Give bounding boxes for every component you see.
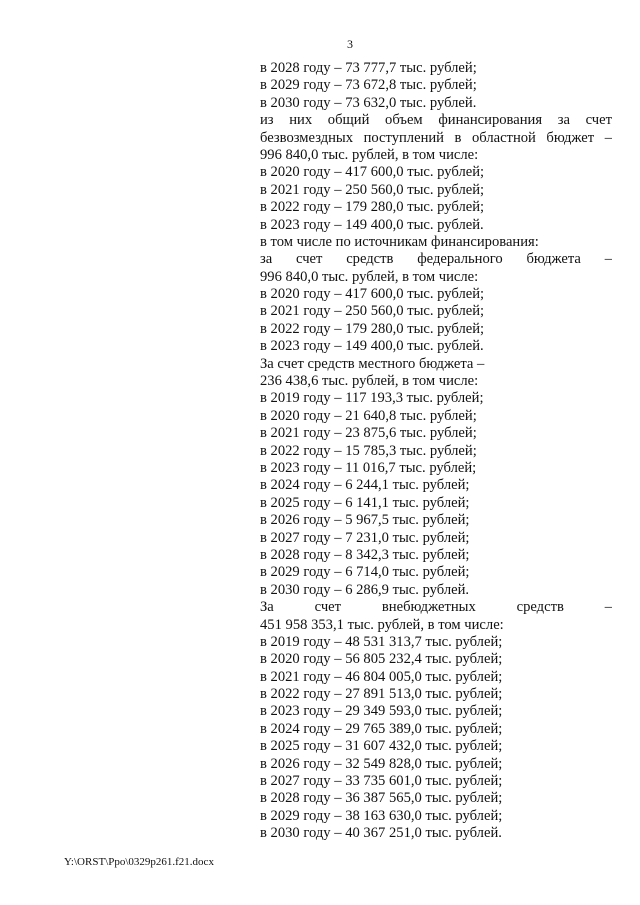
text-line: в 2030 году – 40 367 251,0 тыс. рублей. bbox=[260, 825, 502, 842]
text-line: в 2028 году – 36 387 565,0 тыс. рублей; bbox=[260, 790, 503, 807]
text-line: в 2024 году – 6 244,1 тыс. рублей; bbox=[260, 477, 470, 494]
footer-file-path: Y:\ORST\Ppo\0329p261.f21.docx bbox=[64, 856, 214, 868]
text-line: в 2022 году – 179 280,0 тыс. рублей; bbox=[260, 199, 485, 216]
text-line: в 2023 году – 149 400,0 тыс. рублей. bbox=[260, 338, 484, 355]
text-line: в 2023 году – 11 016,7 тыс. рублей; bbox=[260, 459, 477, 476]
text-line: в 2021 году – 46 804 005,0 тыс. рублей; bbox=[260, 668, 503, 685]
text-line: в 2024 году – 29 765 389,0 тыс. рублей; bbox=[260, 720, 503, 737]
text-line: в 2025 году – 6 141,1 тыс. рублей; bbox=[260, 494, 470, 511]
text-line: в 2026 году – 32 549 828,0 тыс. рублей; bbox=[260, 755, 503, 772]
text-line: в 2026 году – 5 967,5 тыс. рублей; bbox=[260, 512, 470, 529]
text-line: в 2029 году – 6 714,0 тыс. рублей; bbox=[260, 564, 470, 581]
text-line: 996 840,0 тыс. рублей, в том числе: bbox=[260, 268, 479, 285]
text-line: в 2020 году – 56 805 232,4 тыс. рублей; bbox=[260, 651, 503, 668]
text-line: в 2030 году – 6 286,9 тыс. рублей. bbox=[260, 581, 470, 598]
text-line: в 2028 году – 73 777,7 тыс. рублей; bbox=[260, 60, 477, 76]
text-line: безвозмездных поступлений в областной бюджет – bbox=[260, 129, 612, 146]
text-line: в 2020 году – 21 640,8 тыс. рублей; bbox=[260, 407, 477, 424]
text-line: в 2023 году – 29 349 593,0 тыс. рублей; bbox=[260, 703, 503, 720]
text-line: За счет средств местного бюджета – bbox=[260, 355, 485, 372]
text-line: в 2021 году – 250 560,0 тыс. рублей; bbox=[260, 181, 485, 198]
page-number: 3 bbox=[347, 37, 353, 51]
text-line: 996 840,0 тыс. рублей, в том числе: bbox=[260, 146, 479, 163]
document-body bbox=[260, 60, 612, 843]
text-line: 451 958 353,1 тыс. рублей, в том числе: bbox=[260, 616, 504, 633]
text-line: в 2025 году – 31 607 432,0 тыс. рублей; bbox=[260, 738, 503, 755]
text-line: в 2028 году – 8 342,3 тыс. рублей; bbox=[260, 546, 470, 563]
text-line: в том числе по источникам финансирования: bbox=[260, 233, 539, 250]
text-line: в 2030 году – 73 632,0 тыс. рублей. bbox=[260, 94, 477, 111]
text-line: 236 438,6 тыс. рублей, в том числе: bbox=[260, 373, 479, 390]
text-line: в 2022 году – 15 785,3 тыс. рублей; bbox=[260, 442, 477, 459]
text-line: в 2027 году – 33 735 601,0 тыс. рублей; bbox=[260, 773, 503, 790]
text-line: в 2021 году – 23 875,6 тыс. рублей; bbox=[260, 425, 477, 442]
text-line: из них общий объем финансирования за счет bbox=[260, 112, 612, 129]
text-line: в 2019 году – 117 193,3 тыс. рублей; bbox=[260, 390, 484, 407]
text-line: в 2029 году – 73 672,8 тыс. рублей; bbox=[260, 77, 477, 94]
text-line: за счет средств федерального бюджета – bbox=[260, 251, 612, 268]
text-line: в 2021 году – 250 560,0 тыс. рублей; bbox=[260, 303, 485, 320]
text-line: в 2020 году – 417 600,0 тыс. рублей; bbox=[260, 164, 485, 181]
text-line: За счет внебюджетных средств – bbox=[260, 599, 612, 616]
text-line: в 2020 году – 417 600,0 тыс. рублей; bbox=[260, 286, 485, 303]
text-line: в 2019 году – 48 531 313,7 тыс. рублей; bbox=[260, 633, 503, 650]
text-line: в 2022 году – 179 280,0 тыс. рублей; bbox=[260, 320, 485, 337]
text-line: в 2022 году – 27 891 513,0 тыс. рублей; bbox=[260, 686, 503, 703]
text-line: в 2023 году – 149 400,0 тыс. рублей. bbox=[260, 216, 484, 233]
text-line: в 2029 году – 38 163 630,0 тыс. рублей; bbox=[260, 807, 503, 824]
text-line: в 2027 году – 7 231,0 тыс. рублей; bbox=[260, 529, 470, 546]
